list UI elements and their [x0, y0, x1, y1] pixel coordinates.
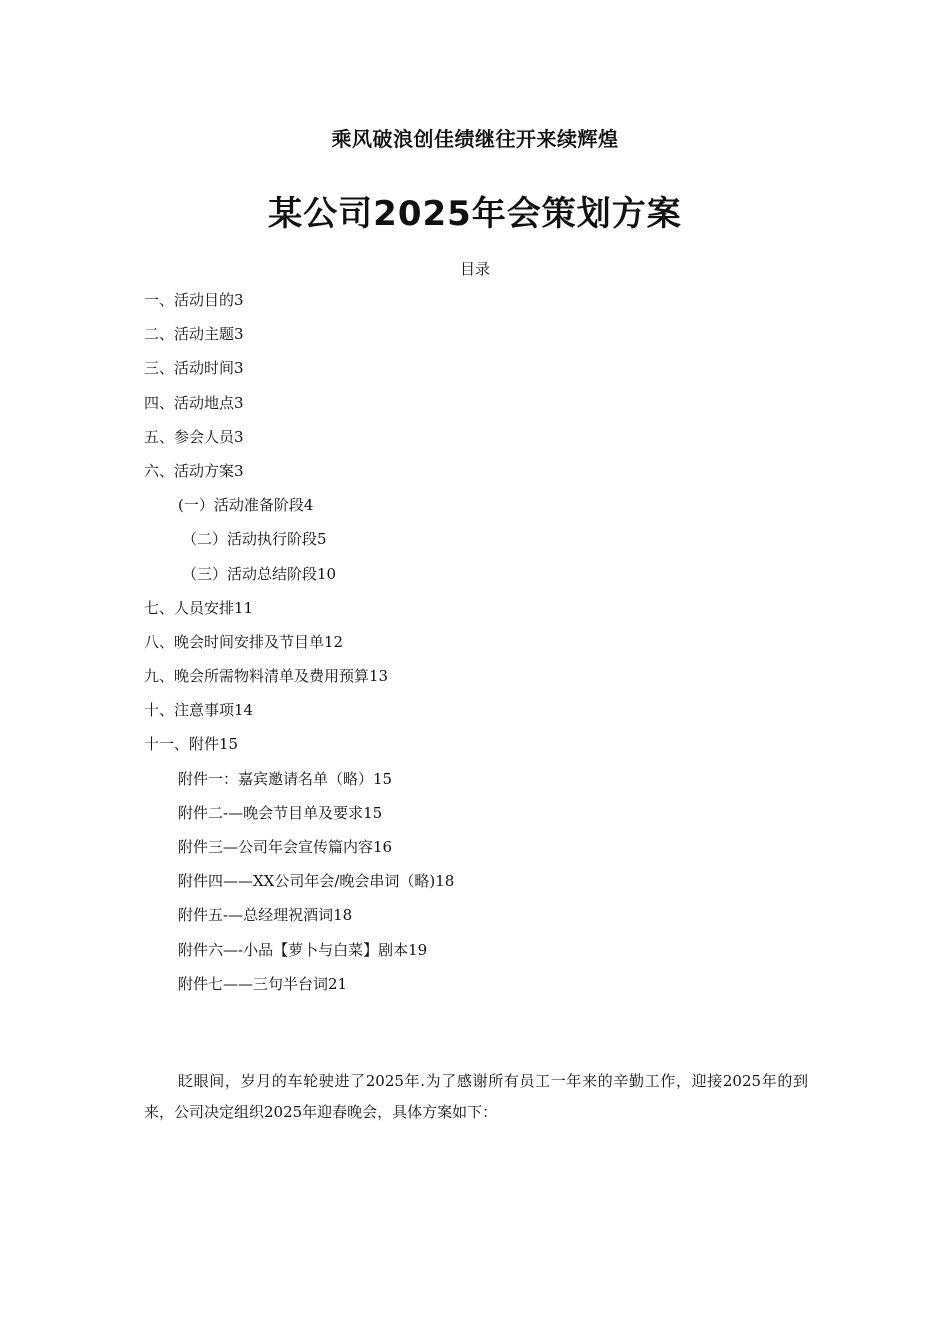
toc-entry: 六、活动方案3 [144, 461, 244, 480]
toc-entry: 七、人员安排11 [144, 598, 254, 617]
toc-entry: 三、活动时间3 [144, 359, 244, 378]
toc-entry: 十、注意事项14 [144, 701, 254, 720]
toc-entry: 十一、附件15 [144, 735, 239, 754]
toc-entry: (一）活动准备阶段4 [178, 496, 314, 515]
toc-entry: 五、参会人员3 [144, 427, 244, 446]
toc-entry: 八、晚会时间安排及节目单12 [144, 632, 344, 651]
toc-entry: 附件三—公司年会宣传篇内容16 [178, 838, 393, 856]
toc-entry: 九、晚会所需物料清单及费用预算13 [144, 667, 389, 686]
toc-entry: 附件二-—晚会节目单及要求15 [178, 803, 383, 822]
toc-entry: （三）活动总结阶段10 [182, 564, 337, 583]
toc-entry: 附件六—-小品【萝卜与白菜】剧本19 [178, 940, 428, 959]
intro-paragraph: 眨眼间，岁月的车轮驶进了2025年.为了感谢所有员工一年来的辛勤工作，迎接2025年的到来，公司决定组织2025年迎春晚会，具体方案如下： [144, 1072, 808, 1121]
toc-entry: 附件七——三句半台词21 [178, 974, 348, 993]
toc-entry: 附件四——XX公司年会/晚会串词（略)18 [178, 872, 455, 891]
toc-entry: 一、活动目的3 [144, 291, 244, 309]
toc-entry: 附件五-—总经理祝酒词18 [178, 906, 353, 925]
toc-heading: 目录 [459, 260, 490, 278]
toc-entry: 四、活动地点3 [144, 393, 244, 412]
document-title: 某公司2025年会策划方案 [268, 194, 682, 234]
toc-entry: 二、活动主题3 [144, 325, 244, 344]
table-of-contents [144, 290, 824, 1008]
toc-entry: （二）活动执行阶段5 [182, 530, 327, 549]
toc-entry: 附件一：嘉宾邀请名单（略）15 [178, 769, 393, 788]
document-subtitle: 乘风破浪创佳绩继往开来续辉煌 [331, 127, 619, 151]
